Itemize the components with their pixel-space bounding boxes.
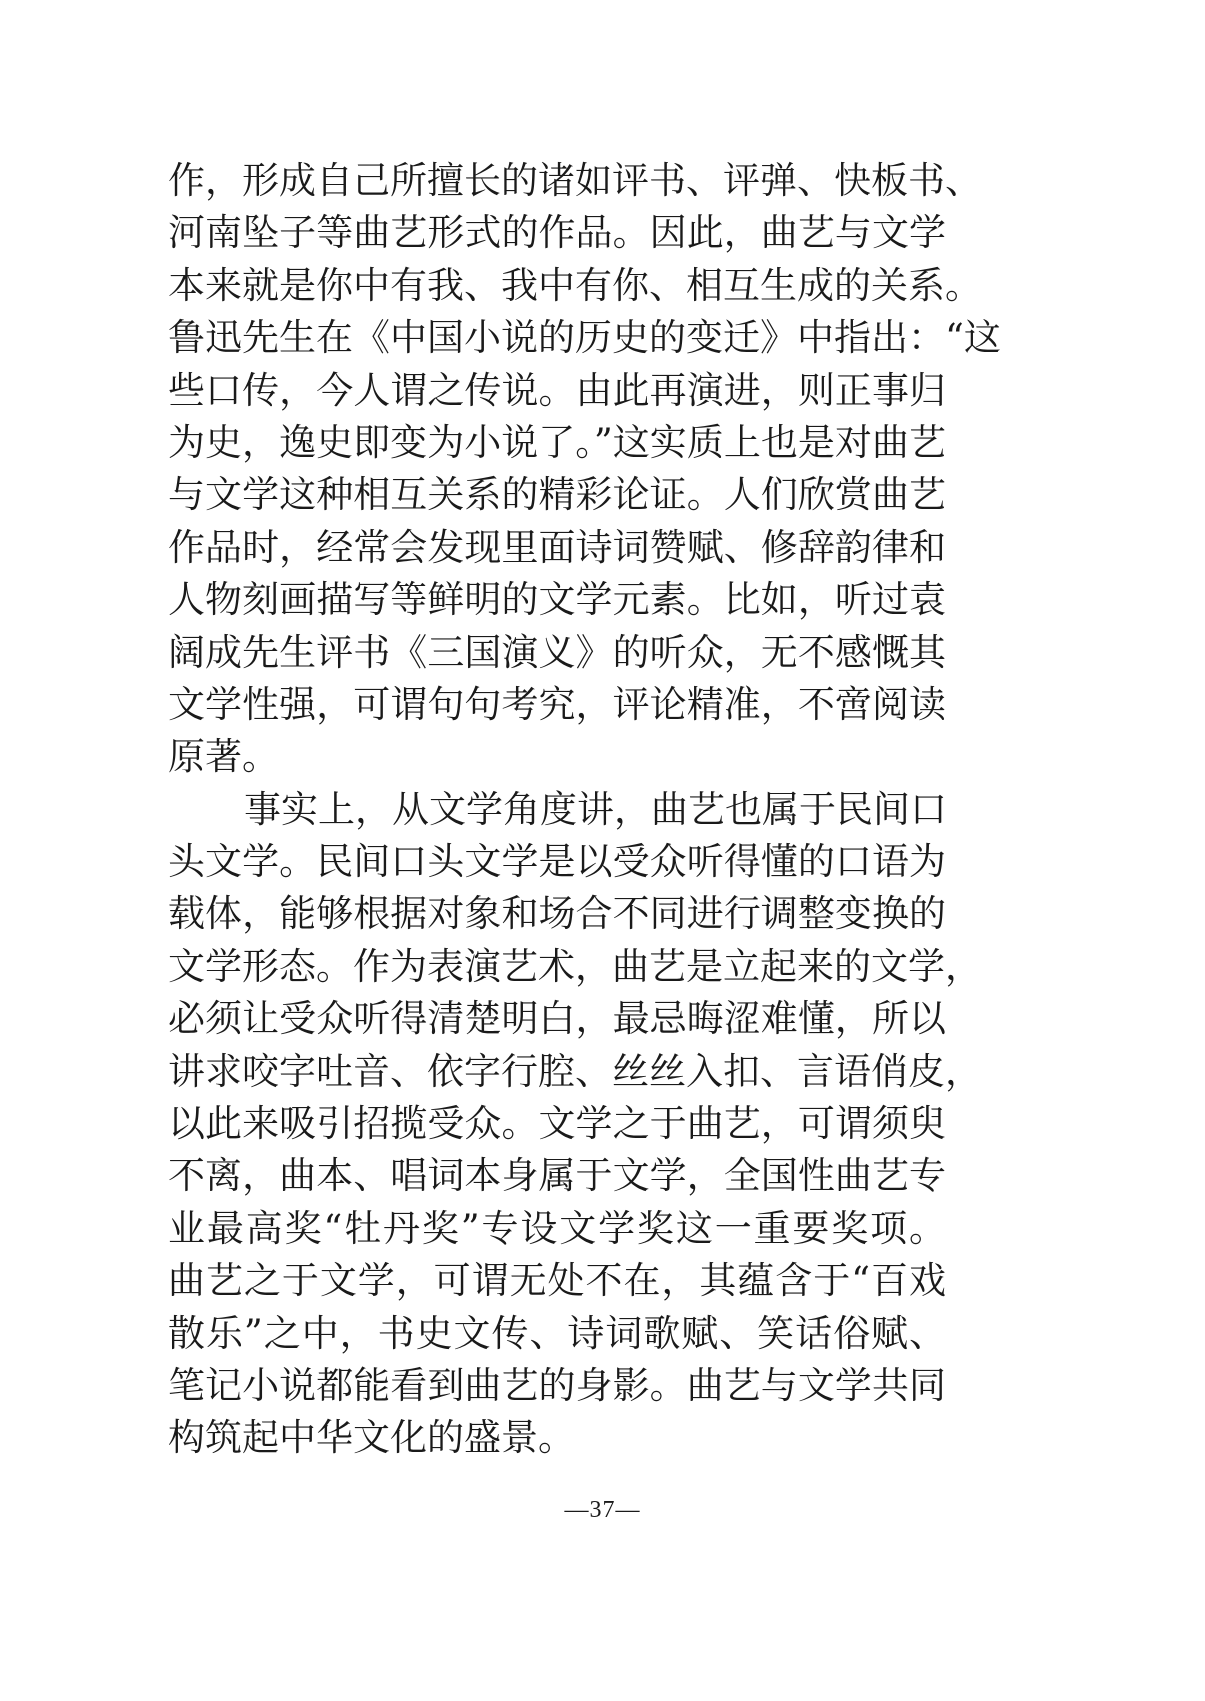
page-number: —37— bbox=[564, 1497, 641, 1523]
text-line: 头文学。民间口头文学是以受众听得懂的口语为 bbox=[168, 840, 946, 884]
text-line: 与文学这种相互关系的精彩论证。人们欣赏曲艺 bbox=[168, 473, 946, 517]
paragraph-2 bbox=[168, 784, 982, 1465]
text-line: 原著。 bbox=[168, 735, 279, 779]
text-line: 讲求咬字吐音、依字行腔、丝丝入扣、言语俏皮， bbox=[168, 1049, 982, 1093]
text-line: 阔成先生评书《三国演义》的听众，无不感慨其 bbox=[168, 630, 946, 674]
text-line: 文学性强，可谓句句考究，评论精准，不啻阅读 bbox=[168, 682, 946, 726]
text-line: 为史，逸史即变为小说了。”这实质上也是对曲艺 bbox=[168, 420, 946, 464]
text-line: 人物刻画描写等鲜明的文学元素。比如，听过袁 bbox=[168, 578, 946, 622]
text-line: 笔记小说都能看到曲艺的身影。曲艺与文学共同 bbox=[168, 1363, 946, 1407]
text-line: 散乐”之中，书史文传、诗词歌赋、笑话俗赋、 bbox=[168, 1311, 946, 1355]
text-line: 构筑起中华文化的盛景。 bbox=[168, 1416, 575, 1460]
text-line: 作，形成自己所擅长的诸如评书、评弹、快板书、 bbox=[168, 159, 982, 202]
paragraph-1 bbox=[168, 155, 1001, 784]
text-line: 不离，曲本、唱词本身属于文学，全国性曲艺专 bbox=[168, 1154, 946, 1198]
text-line: 事实上，从文学角度讲，曲艺也属于民间口 bbox=[244, 787, 947, 831]
text-line: 些口传，今人谓之传说。由此再演进，则正事归 bbox=[168, 368, 946, 412]
document-body bbox=[168, 155, 1001, 1465]
text-line: 载体，能够根据对象和场合不同进行调整变换的 bbox=[168, 892, 946, 936]
text-line: 曲艺之于文学，可谓无处不在，其蕴含于“百戏 bbox=[168, 1259, 946, 1303]
text-line: 业最高奖“牡丹奖”专设文学奖这一重要奖项。 bbox=[168, 1206, 946, 1250]
text-line: 必须让受众听得清楚明白，最忌晦涩难懂，所以 bbox=[168, 997, 946, 1041]
text-line: 本来就是你中有我、我中有你、相互生成的关系。 bbox=[168, 263, 982, 307]
text-line: 文学形态。作为表演艺术，曲艺是立起来的文学， bbox=[168, 944, 982, 988]
text-line: 鲁迅先生在《中国小说的历史的变迁》中指出：“这 bbox=[168, 316, 1001, 360]
text-line: 河南坠子等曲艺形式的作品。因此，曲艺与文学 bbox=[168, 211, 946, 255]
text-line: 作品时，经常会发现里面诗词赞赋、修辞韵律和 bbox=[168, 525, 946, 569]
text-line: 以此来吸引招揽受众。文学之于曲艺，可谓须臾 bbox=[168, 1102, 946, 1146]
